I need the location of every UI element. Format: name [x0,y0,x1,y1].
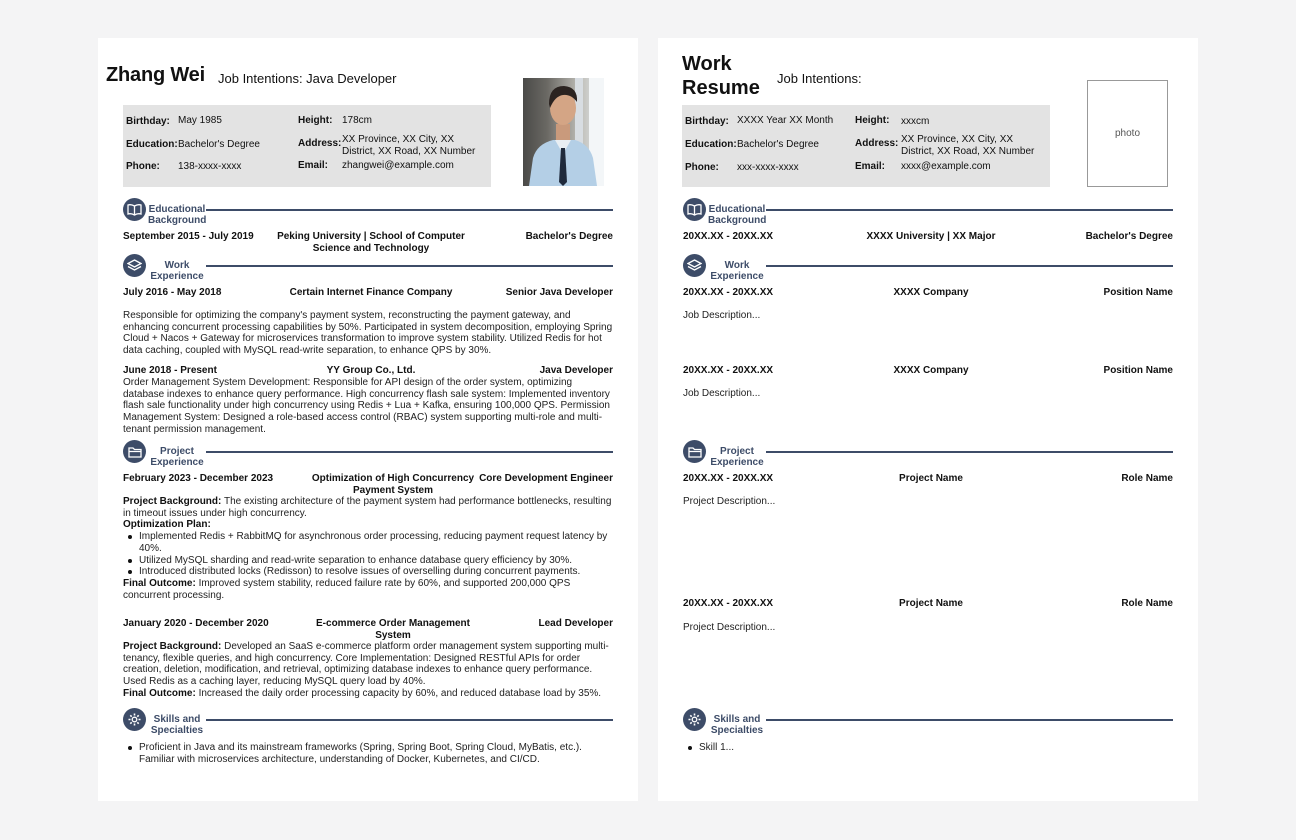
work-period: June 2018 - Present [123,365,217,376]
folder-icon [123,440,146,463]
email-label: Email: [855,161,886,172]
list-item: Introduced distributed locks (Redisson) to resolve issues of overselling during concurrent payments. [123,566,613,578]
height-label: Height: [855,115,890,126]
final-outcome: Increased the daily order processing capacity by 60%, and reduced database load by 35%. [195,687,602,699]
project-period: 20XX.XX - 20XX.XX [683,473,774,484]
project-name: E-commerce Order Management System [316,618,470,641]
birthday-value: May 1985 [178,115,222,126]
layers-icon [123,254,146,277]
education-period: September 2015 - July 2019 [123,231,254,242]
project-role: Role Name [1121,598,1173,609]
work-description: Job Description... [683,388,761,399]
phone-value: 138-xxxx-xxxx [178,161,242,172]
personal-info-box [123,105,491,187]
project-details [123,641,613,700]
education-school: XXXX University | XX Major [866,231,996,242]
work-period: July 2016 - May 2018 [123,287,222,298]
height-value: 178cm [342,115,373,126]
gear-icon [683,708,706,731]
education-label: Education: [685,139,737,150]
section-title-skills: Skills and Specialties [150,714,204,736]
work-description: Responsible for optimizing the company's payment system, reconstructing the payment gateway, and enhancing concurrent processing capabilities by 50%. Participated in system decomposition, employing Spring Cloud + Nacos + Gateway for microservices transformation to improve system stability. Utilized Redis for hot data caching, coupled with MySQL read-write separation, to enhance QPS by 30%. [123,310,613,357]
folder-icon [683,440,706,463]
profile-photo [523,78,604,186]
project-role: Role Name [1121,473,1173,484]
layers-icon [683,254,706,277]
skills-list [683,742,1173,754]
section-divider [206,451,613,453]
education-label: Education: [126,139,178,150]
work-description: Order Management System Development: Responsible for API design of the order system, optimizing database indexes to enhance query performance. High concurrency flash sale system: Implemented inventory flash sale functionality under high concurrency using Redis + Lua + Kafka, ensuring 100,000 QPS. Permission Management System: Designed a role-based access control (RBAC) system supporting multi-role and multi-tenant permission management. [123,377,610,435]
work-position: Position Name [1103,287,1173,298]
email-value: zhangwei@example.com [342,160,454,171]
project-name: Project Name [899,598,963,609]
address-label: Address: [855,138,899,149]
section-divider [206,719,613,721]
section-divider [766,209,1173,211]
project-period: 20XX.XX - 20XX.XX [683,598,774,609]
project-name: Optimization of High Concurrency Payment System [311,473,475,496]
project-role: Lead Developer [538,618,613,629]
job-intentions: Job Intentions: [777,71,862,86]
work-position: Java Developer [539,365,613,376]
open-book-icon [683,198,706,221]
education-school: Peking University | School of Computer Science and Technology [277,231,465,254]
address-label: Address: [298,138,342,149]
work-company: XXXX Company [893,287,969,298]
resume-title: Work Resume [682,53,760,99]
project-description: Project Description... [683,622,776,633]
project-background-label: Project Background: [123,496,222,507]
section-title-education: Educational Background [148,204,207,226]
project-details [123,496,613,601]
skills-list [123,742,613,765]
email-value: xxxx@example.com [901,161,991,172]
work-company: Certain Internet Finance Company [289,287,453,298]
project-role: Core Development Engineer [479,473,613,484]
birthday-value: XXXX Year XX Month [737,115,834,126]
work-company: YY Group Co., Ltd. [326,365,416,376]
section-title-work: Work Experience [710,260,764,282]
education-degree: Bachelor's Degree [525,231,613,242]
optimization-plan-list [123,531,613,578]
education-value: Bachelor's Degree [178,139,260,150]
optimization-plan-label: Optimization Plan: [123,519,211,531]
phone-label: Phone: [685,162,719,173]
phone-value: xxx-xxxx-xxxx [737,162,799,173]
list-item: Utilized MySQL sharding and read-write separation to enhance database query efficiency by 30%. [123,555,613,567]
project-description: Project Description... [683,496,776,507]
final-outcome-label: Final Outcome: [123,577,196,589]
candidate-name: Zhang Wei [106,64,205,86]
section-title-education: Educational Background [708,204,767,226]
education-period: 20XX.XX - 20XX.XX [683,231,774,242]
job-intentions: Job Intentions: Java Developer [218,71,397,86]
resume-page-template [658,38,1198,801]
project-period: February 2023 - December 2023 [123,473,274,484]
address-value: XX Province, XX City, XX District, XX Road, XX Number [342,134,476,157]
birthday-label: Birthday: [126,116,170,127]
final-outcome: Improved system stability, reduced failure rate by 60%, and supported 200,000 QPS concurrent processing. [123,577,571,601]
project-name: Project Name [899,473,963,484]
height-value: xxxcm [901,116,930,127]
address-value: XX Province, XX City, XX District, XX Road, XX Number [901,134,1035,157]
section-title-work: Work Experience [150,260,204,282]
list-item: Implemented Redis + RabbitMQ for asynchronous order processing, reducing payment request latency by 40%. [123,531,613,554]
open-book-icon [123,198,146,221]
section-divider [206,265,613,267]
work-period: 20XX.XX - 20XX.XX [683,287,774,298]
phone-label: Phone: [126,161,160,172]
project-background: The existing architecture of the payment system had performance bottlenecks, resulting in timeout issues under high concurrency. [123,496,612,519]
height-label: Height: [298,115,333,126]
section-title-project: Project Experience [710,446,764,468]
work-position: Position Name [1103,365,1173,376]
list-item: Skill 1... [683,742,1173,754]
resume-page-filled [98,38,638,801]
section-title-project: Project Experience [150,446,204,468]
project-background-label: Project Background: [123,641,222,652]
final-outcome-label: Final Outcome: [123,687,196,699]
work-position: Senior Java Developer [505,287,613,298]
work-company: XXXX Company [893,365,969,376]
work-period: 20XX.XX - 20XX.XX [683,365,774,376]
project-background: Developed an SaaS e-commerce platform order management system supporting multi-tenancy, flexible queries, and high concurrency. Core Implementation: Designed RESTful APIs for order creation, deletion, modification, and retrieval, optimizing database indexes to enhance query performance. Used Redis as a caching layer, reducing MySQL query load by 40%. [123,641,609,688]
email-label: Email: [298,160,329,171]
gear-icon [123,708,146,731]
section-divider [206,209,613,211]
project-period: January 2020 - December 2020 [123,618,269,629]
work-description: Job Description... [683,310,761,321]
personal-info-box [682,105,1050,187]
list-item: Proficient in Java and its mainstream frameworks (Spring, Spring Boot, Spring Cloud, MyBatis, etc.). Familiar with microservices architecture, understanding of Docker, Kubernetes, and CI/CD. [123,742,613,765]
education-value: Bachelor's Degree [737,139,819,150]
birthday-label: Birthday: [685,116,729,127]
section-divider [766,719,1173,721]
section-title-skills: Skills and Specialties [710,714,764,736]
section-divider [766,265,1173,267]
education-degree: Bachelor's Degree [1085,231,1173,242]
photo-placeholder: photo [1087,80,1168,187]
section-divider [766,451,1173,453]
